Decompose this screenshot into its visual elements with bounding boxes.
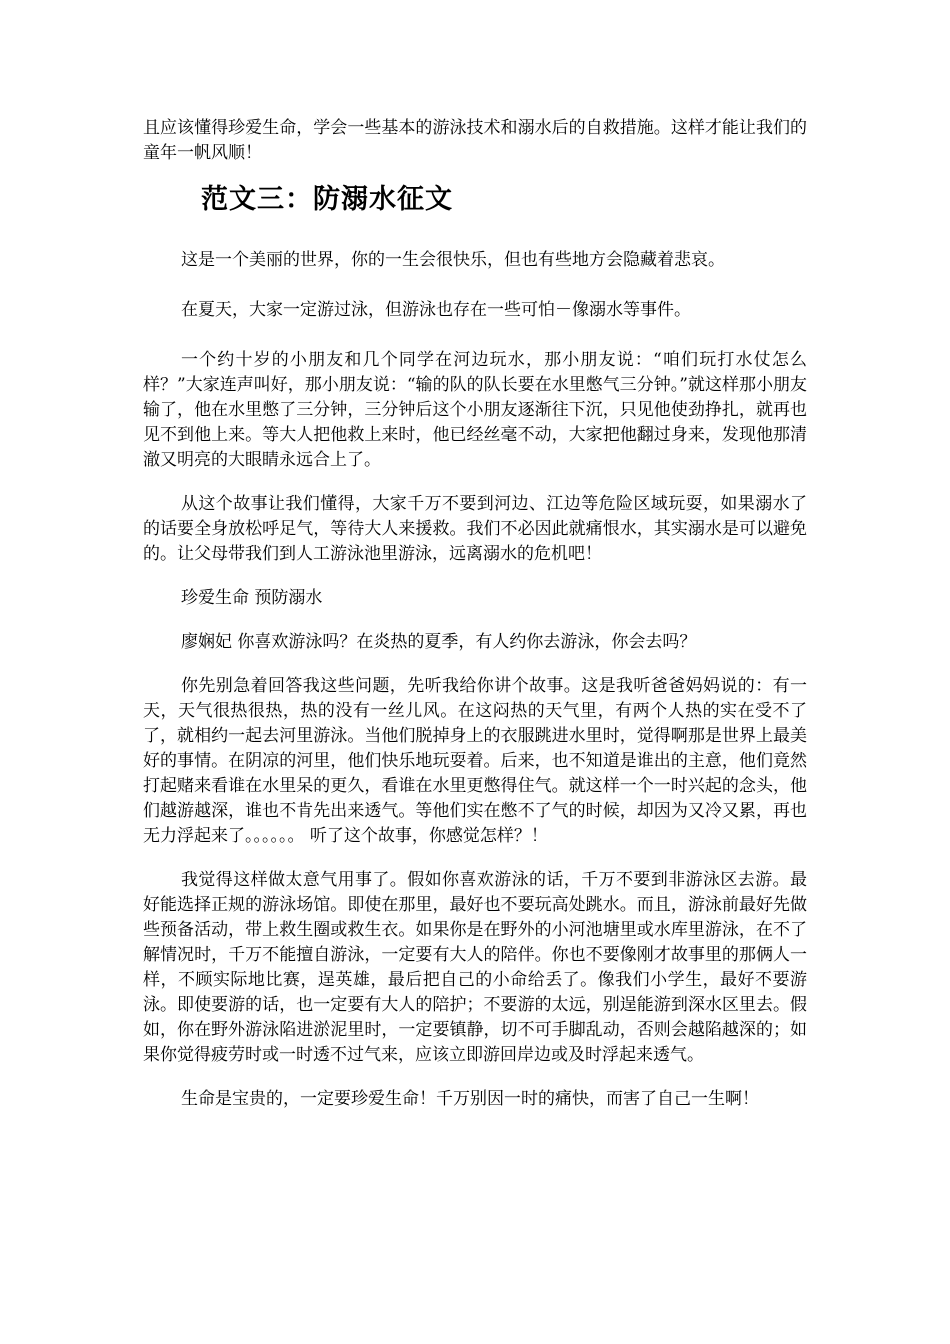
paragraph: 我觉得这样做太意气用事了。假如你喜欢游泳的话，千万不要到非游泳区去游。最好能选择正规的游泳场馆。即使在那里，最好也不要玩高处跳水。而且，游泳前最好先做些预备活动，带上救生圈或救生衣。如果你是在野外的小河池塘里或水库里游泳，在不了解情况时，千万不能擅自游泳，一定要有大人的陪伴。你也不要像刚才故事里的那俩人一样，不顾实际地比赛，逞英雄，最后把自己的小命给丢了。像我们小学生，最好不要游泳。即使要游的话，也一定要有大人的陪护；不要游的太远，别逞能游到深水区里去。假如，你在野外游泳陷进淤泥里时，一定要镇静，切不可手脚乱动，否则会越陷越深的；如果你觉得疲劳时或一时透不过气来，应该立即游回岸边或及时浮起来透气。 [143, 870, 807, 1065]
paragraph: 廖娴妃 你喜欢游泳吗？在炎热的夏季，有人约你去游泳，你会去吗？ [181, 632, 697, 652]
intro-paragraph: 且应该懂得珍爱生命，学会一些基本的游泳技术和溺水后的自救措施。这样才能让我们的童年一帆风顺！ [143, 118, 807, 163]
paragraph: 从这个故事让我们懂得，大家千万不要到河边、江边等危险区域玩耍，如果溺水了的话要全身放松呼足气，等待大人来援救。我们不必因此就痛恨水，其实溺水是可以避免的。让父母带我们到人工游泳池里游泳，远离溺水的危机吧！ [143, 494, 807, 564]
paragraph: 你先别急着回答我这些问题，先听我给你讲个故事。这是我听爸爸妈妈说的：有一天，天气很热很热，热的没有一丝儿风。在这闷热的天气里，有两个人热的实在受不了了，就相约一起去河里游泳。当他们脱掉身上的衣服跳进水里时，觉得啊那是世界上最美好的事情。在阴凉的河里，他们快乐地玩耍着。后来，也不知道是谁出的主意，他们竟然打起赌来看谁在水里呆的更久，看谁在水里更憋得住气。就这样一个一时兴起的念头，他们越游越深，谁也不肯先出来透气。等他们实在憋不了气的时候，却因为又冷又累，再也无力浮起来了。。。。。。 听了这个故事，你感觉怎样？！ [143, 676, 807, 846]
paragraph: 生命是宝贵的，一定要珍爱生命！千万别因一时的痛快，而害了自己一生啊！ [181, 1089, 759, 1109]
paragraph: 一个约十岁的小朋友和几个同学在河边玩水，那小朋友说：“咱们玩打水仗怎么样？”大家连声叫好，那小朋友说：“输的队的队长要在水里憋气三分钟。”就这样那小朋友输了，他在水里憋了三分钟，三分钟后这个小朋友逐渐往下沉，只见他使劲挣扎，就再也见不到他上来。等大人把他救上来时，他已经丝毫不动，大家把他翻过身来，发现他那清澈又明亮的大眼睛永远合上了。 [143, 350, 807, 470]
section-heading: 范文三：防溺水征文 [201, 184, 453, 215]
document-body [143, 116, 807, 1112]
paragraph: 在夏天，大家一定游过泳，但游泳也存在一些可怕－像溺水等事件。 [181, 300, 691, 320]
paragraph-subtitle: 珍爱生命 预防溺水 [181, 588, 323, 608]
paragraph: 这是一个美丽的世界，你的一生会很快乐，但也有些地方会隐藏着悲哀。 [181, 250, 725, 270]
